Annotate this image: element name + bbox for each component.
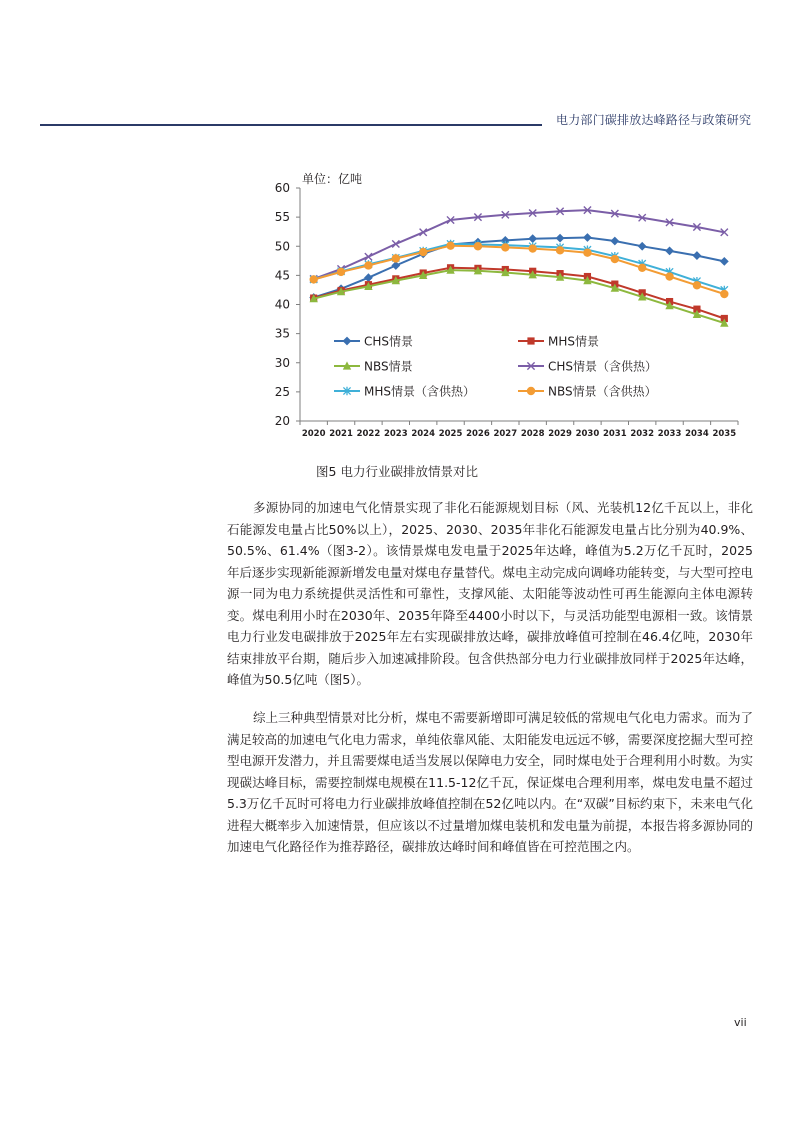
data-point: [693, 251, 702, 260]
data-point: [364, 273, 373, 282]
y-tick-label: 25: [274, 384, 290, 399]
x-tick-label: 2027: [493, 429, 518, 439]
x-tick-label: 2026: [466, 429, 490, 439]
y-tick-label: 50: [274, 239, 290, 254]
legend-item: [518, 359, 657, 374]
data-point: [501, 243, 509, 251]
data-point: [556, 234, 565, 243]
data-point: [638, 242, 647, 251]
x-tick-label: 2025: [438, 429, 463, 439]
data-point: [693, 281, 701, 289]
y-tick-label: 40: [274, 297, 290, 312]
data-point: [392, 254, 400, 262]
chart-legend: [334, 334, 657, 399]
x-tick-label: 2020: [301, 429, 326, 439]
legend-item: [334, 334, 413, 349]
data-point: [364, 261, 372, 269]
series-line: [314, 270, 725, 323]
legend-label: CHS情景: [364, 334, 414, 349]
data-point: [720, 257, 729, 266]
data-point: [556, 246, 564, 254]
x-tick-label: 2022: [356, 429, 381, 439]
data-point: [419, 248, 427, 256]
data-point: [583, 233, 592, 242]
data-point: [446, 241, 454, 249]
data-point: [583, 248, 591, 256]
data-point: [528, 234, 537, 243]
x-tick-label: 2024: [411, 429, 436, 439]
y-tick-label: 35: [274, 326, 290, 341]
figure-caption: 图5 电力行业碳排放情景对比: [316, 464, 478, 479]
legend-item: [334, 384, 475, 399]
data-point: [720, 290, 728, 298]
data-point: [392, 240, 399, 247]
x-tick-label: 2031: [602, 429, 627, 439]
x-tick-label: 2021: [329, 429, 353, 439]
running-header-title: 电力部门碳排放达峰路径与政策研究: [556, 113, 752, 127]
data-point: [610, 237, 619, 246]
series-line: [314, 210, 725, 279]
chart-unit-label: 单位：亿吨: [302, 172, 363, 186]
legend-item: [518, 334, 599, 349]
legend-item: [518, 384, 657, 399]
legend-marker: [343, 337, 352, 346]
legend-marker: [527, 337, 534, 344]
emissions-line-chart: [260, 168, 750, 453]
data-point: [611, 255, 619, 263]
x-tick-label: 2029: [548, 429, 572, 439]
data-point: [474, 242, 482, 250]
legend-label: NBS情景（含供热）: [548, 384, 657, 399]
data-point: [638, 264, 646, 272]
legend-label: MHS情景: [548, 334, 599, 349]
data-point: [665, 247, 674, 256]
body-paragraph-1: 多源协同的加速电气化情景实现了非化石能源规划目标（风、光装机12亿千瓦以上，非化石能源发电量占比50%以上），2025、2030、2035年非化石能源发电量占比分别为40.9%、50.5%、61.4%（图3-2）。该情景煤电发电量于2025年达峰，峰值为5.2万亿千瓦时，2025年后逐步实现新能源新增发电量对煤电存量替代。煤电主动完成向调峰功能转变，与大型可控电源一同为电力系统提供灵活性和可靠性，支撑风能、太阳能等波动性可再生能源向主体电源转变。煤电利用小时在2030年、2035年降至4400小时以下，与灵活功能型电源相一致。该情景电力行业发电碳排放于2025年左右实现碳排放达峰，碳排放峰值可控制在46.4亿吨，2030年结束排放平台期，随后步入加速减排阶段。包含供热部分电力行业碳排放同样于2025年达峰，峰值为50.5亿吨（图5）。: [227, 500, 753, 687]
data-point: [309, 275, 317, 283]
y-tick-label: 20: [274, 414, 290, 428]
x-tick-label: 2034: [685, 429, 709, 439]
x-tick-label: 2033: [657, 429, 682, 439]
y-tick-label: 45: [274, 268, 290, 283]
x-tick-label: 2028: [520, 429, 545, 439]
legend-label: NBS情景: [364, 359, 413, 374]
chart-series-layer: [309, 207, 728, 327]
x-tick-label: 2030: [575, 429, 600, 439]
legend-item: [334, 359, 413, 374]
y-tick-label: 55: [274, 210, 290, 225]
x-tick-label: 2032: [630, 429, 655, 439]
data-point: [528, 244, 536, 252]
chart-axes: [275, 181, 738, 439]
page-number: vii: [734, 1016, 747, 1029]
x-tick-label: 2035: [712, 429, 737, 439]
y-tick-label: 30: [274, 355, 290, 370]
y-tick-label: 60: [274, 181, 290, 195]
legend-marker: [527, 387, 535, 395]
header-rule: [40, 124, 542, 126]
legend-label: MHS情景（含供热）: [364, 384, 475, 399]
data-point: [337, 268, 345, 276]
data-point: [665, 272, 673, 280]
legend-label: CHS情景（含供热）: [548, 359, 658, 374]
x-tick-label: 2023: [383, 429, 408, 439]
body-paragraph-2: 综上三种典型情景对比分析，煤电不需要新增即可满足较低的常规电气化电力需求。而为了满足较高的加速电气化电力需求，单纯依靠风能、太阳能发电远远不够，需要深度挖掘大型可控型电源开发潜力，并且需要煤电适当发展以保障电力安全，同时煤电处于合理利用小时数。为实现碳达峰目标，需要控制煤电规模在11.5-12亿千瓦，保证煤电合理利用率，煤电发电量不超过5.3万亿千瓦时可将电力行业碳排放峰值控制在52亿吨以内。在“双碳”目标约束下，未来电气化进程大概率步入加速情景，但应该以不过量增加煤电装机和发电量为前提，本报告将多源协同的加速电气化路径作为推荐路径，碳排放达峰时间和峰值皆在可控范围之内。: [227, 710, 754, 854]
